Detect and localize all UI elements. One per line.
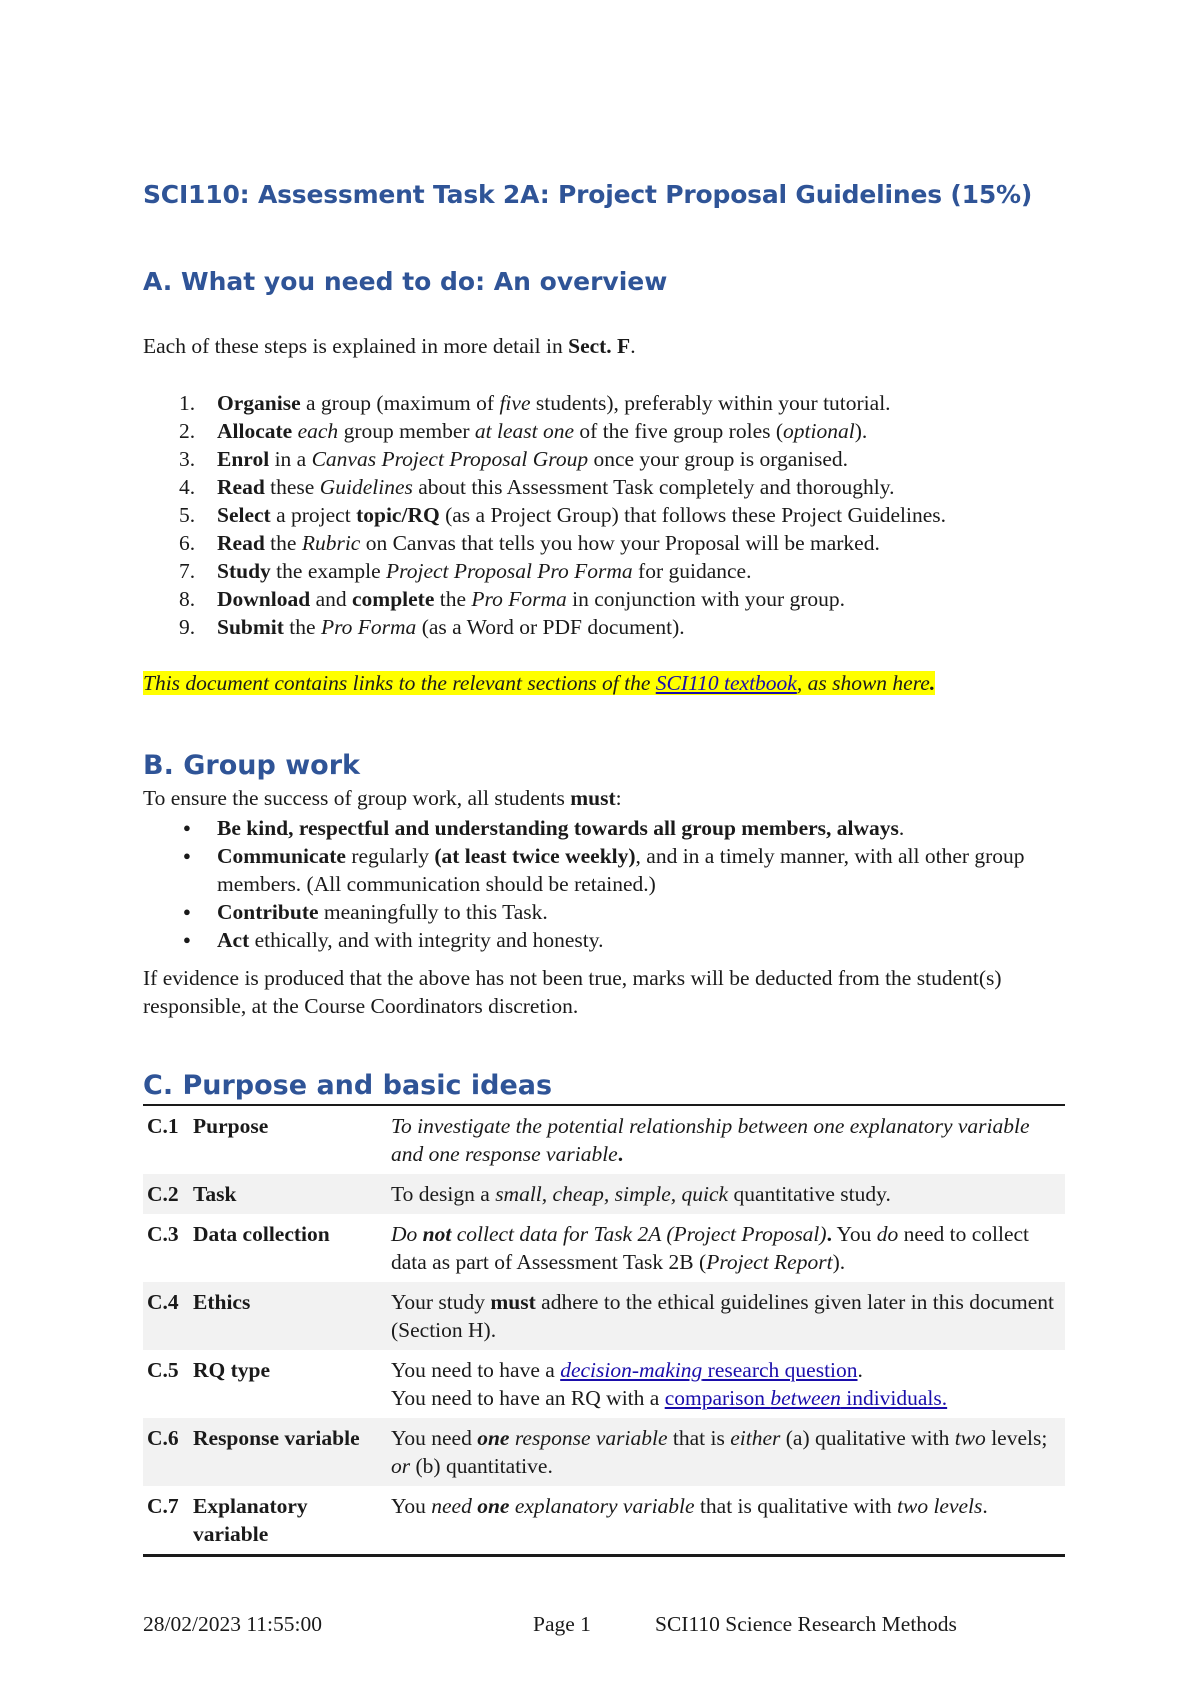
steps-list [143, 389, 946, 641]
step-item: 9. Submit the Pro Forma (as a Word or PDF document). [179, 615, 685, 639]
step-item: 3. Enrol in a Canvas Project Proposal Group once your group is organised. [179, 447, 849, 471]
document-title: SCI110: Assessment Task 2A: Project Proposal Guidelines (15%) [143, 180, 1033, 209]
section-a-heading: A. What you need to do: An overview [143, 267, 668, 296]
step-item: 4. Read these Guidelines about this Assessment Task completely and thoroughly. [179, 475, 895, 499]
step-item: 1. Organise a group (maximum of five students), preferably within your tutorial. [179, 391, 891, 415]
table-row: C.3 Data collection Do not collect data for Task 2A (Project Proposal). You do need to collect data as part of Assessment Task 2B (Project Report). [147, 1222, 1030, 1274]
section-b-heading: B. Group work [143, 750, 360, 781]
sect-f-reference: Sect. F [568, 334, 631, 358]
list-item: ● Act ethically, and with integrity and honesty. [143, 926, 1065, 954]
step-item: 6. Read the Rubric on Canvas that tells you how your Proposal will be marked. [179, 531, 880, 555]
footer-course-name: SCI110 Science Research Methods [655, 1612, 957, 1636]
list-item: ● Contribute meaningfully to this Task. [143, 898, 1065, 926]
section-c-heading: C. Purpose and basic ideas [143, 1070, 553, 1101]
table-row: C.1 Purpose To investigate the potential relationship between one explanatory variable and one response variable. [147, 1114, 1030, 1166]
table-row: C.4 Ethics Your study must adhere to the ethical guidelines given later in this document (Section H). [143, 1282, 1065, 1350]
decision-making-rq-link[interactable]: decision-making research question [560, 1358, 858, 1382]
table-row: C.5 RQ type You need to have a decision-making research question. You need to have an RQ with a comparison between individuals. [147, 1358, 948, 1410]
step-item: 7. Study the example Project Proposal Pro Forma for guidance. [179, 559, 752, 583]
table-row: C.7 Explanatory variable You need one explanatory variable that is qualitative with two levels. [147, 1494, 988, 1546]
step-item: 5. Select a project topic/RQ (as a Project Group) that follows these Project Guidelines. [179, 503, 947, 527]
step-item: 2. Allocate each group member at least one of the five group roles (optional). [179, 419, 868, 443]
footer-datetime: 28/02/2023 11:55:00 [143, 1612, 322, 1636]
table-row: C.6 Response variable You need one response variable that is either (a) qualitative with two levels; or (b) quantitative. [143, 1418, 1065, 1486]
comparison-between-individuals-link[interactable]: comparison between individuals. [664, 1386, 948, 1410]
table-row: C.2 Task To design a small, cheap, simple, quick quantitative study. [143, 1174, 1065, 1214]
textbook-note: This document contains links to the relevant sections of the SCI110 textbook, as shown here. [143, 671, 936, 695]
section-a-intro: Each of these steps is explained in more detail in Sect. F. [143, 334, 636, 358]
purpose-table [143, 1104, 1065, 1557]
textbook-link[interactable]: SCI110 textbook [655, 671, 797, 695]
list-item: ● Be kind, respectful and understanding towards all group members, always. [143, 814, 1065, 842]
section-b-intro: To ensure the success of group work, all students must: [143, 786, 622, 810]
footer-page-number: Page 1 [533, 1612, 591, 1636]
step-item: 8. Download and complete the Pro Forma in conjunction with your group. [179, 587, 846, 611]
list-item: ● Communicate regularly (at least twice weekly), and in a timely manner, with all other group members. (All communication should be retained.) [143, 842, 1065, 898]
section-b-closing: If evidence is produced that the above has not been true, marks will be deducted from the student(s) responsible, at the Course Coordinators discretion. [143, 966, 1002, 1018]
group-rules-list [143, 814, 1065, 954]
